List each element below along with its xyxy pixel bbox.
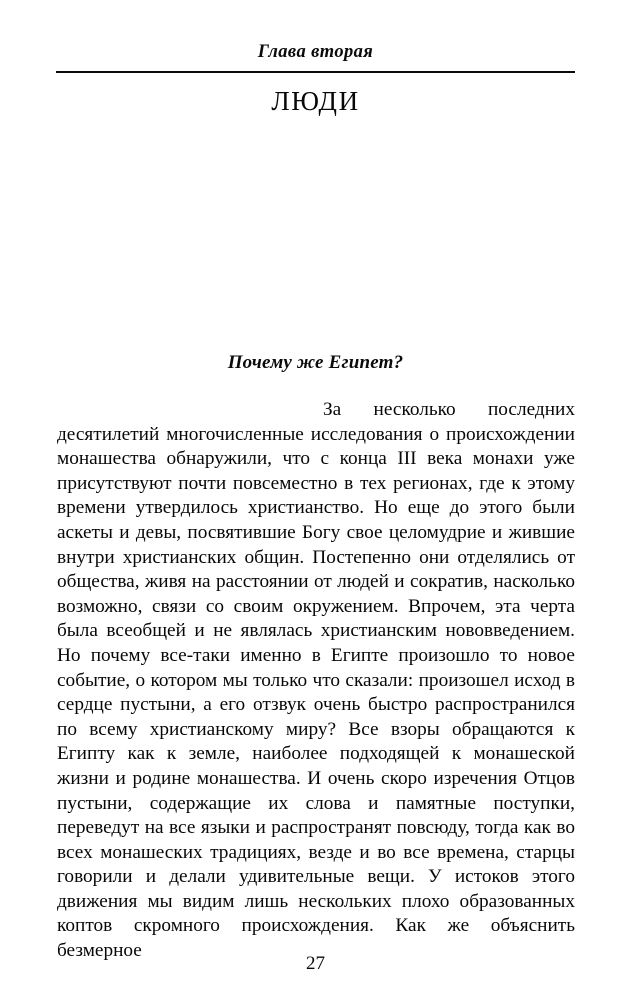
body-text-block	[57, 398, 575, 988]
header-divider-rule	[56, 71, 575, 73]
page-number: 27	[306, 953, 325, 974]
running-head: Глава вторая	[257, 42, 374, 62]
section-heading: Почему же Египет?	[227, 352, 404, 373]
chapter-title: ЛЮДИ	[271, 86, 360, 116]
body-paragraph: За несколько последних десятилетий многочисленные исследования о происхождении монашества обнаружили, что с конца III века монахи уже присутствуют почти повсеместно в тех регионах, где к этому времени утвердилось христианство. Но еще до этого были аскеты и девы, посвятившие Богу свое целомудрие и жившие внутри христианских общин. Постепенно они отделялись от общества, живя на расстоянии от людей и сократив, насколько возможно, связи со своим окружением. Впрочем, эта черта была всеобщей и не являлась христианским нововведением. Но почему все-таки именно в Египте произошло то новое событие, о котором мы только что сказали: произошел исход в сердце пустыни, а его отзвук очень быстро распространился по всему христианскому миру? Все взоры обращаются к Египту как к земле, наиболее подходящей к монашеской жизни и родине монашества. И очень скоро изречения Отцов пустыни, содержащие их слова и памятные поступки, переведут на все языки и распространят повсюду, тогда как во всех монашеских традициях, везде и во все времена, старцы говорили и делали удивительные вещи. У истоков этого движения мы видим лишь нескольких плохо образованных коптов скромного происхождения. Как же объяснить безмерное	[57, 399, 575, 962]
